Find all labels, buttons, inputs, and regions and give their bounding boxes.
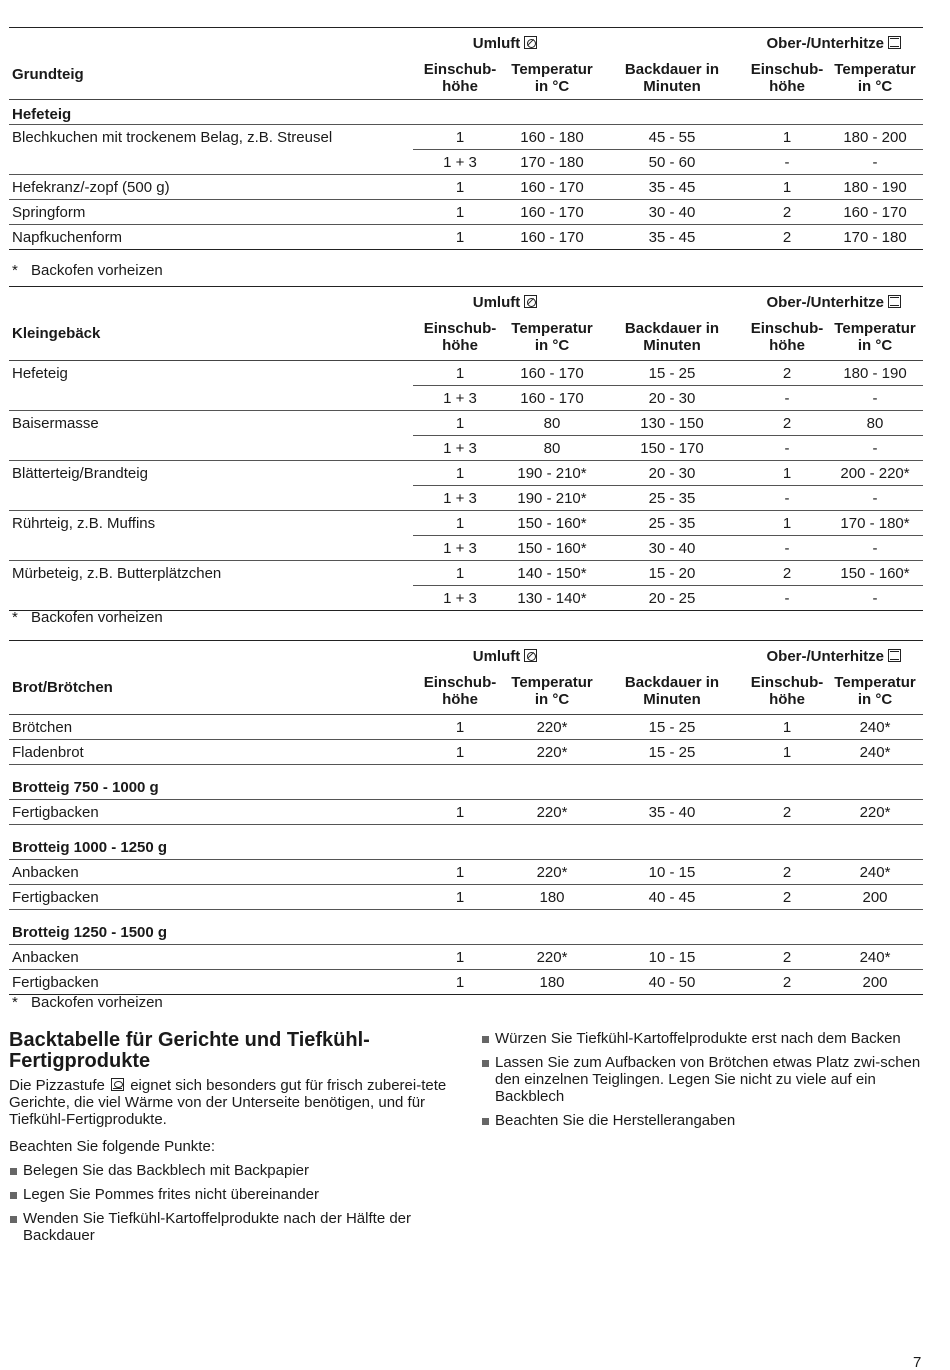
fan-icon xyxy=(524,649,537,662)
value-cell: 200 xyxy=(827,970,923,995)
value-cell: 45 - 55 xyxy=(648,128,696,146)
value-cell: 160 - 170 xyxy=(520,364,584,382)
footnote: * Backofen vorheizen xyxy=(12,994,163,1011)
column-header-temperatur: Temperatur in °C xyxy=(507,317,597,361)
value-cell: 1 xyxy=(413,411,507,436)
value-cell: 1 xyxy=(747,740,827,765)
ober-unterhitze-heading: Ober-/Unterhitze xyxy=(747,28,923,58)
value-cell: 2 xyxy=(747,800,827,825)
value-cell: 15 - 25 xyxy=(597,740,747,765)
table-row xyxy=(9,175,923,200)
value-cell: 220* xyxy=(827,800,923,825)
ober-unterhitze-heading: Ober-/Unterhitze xyxy=(747,641,923,671)
value-cell: 15 - 25 xyxy=(648,364,696,382)
value-cell: 160 - 170 xyxy=(507,175,597,200)
value-cell: 200 xyxy=(827,885,923,910)
table-row xyxy=(9,970,923,995)
list-item: Wenden Sie Tiefkühl-Kartoffelprodukte nach der Hälfte der Backdauer xyxy=(9,1210,449,1244)
value-cell: 1 + 3 xyxy=(413,586,507,611)
value-cell: 240* xyxy=(859,863,891,881)
value-cell: 80 xyxy=(827,411,923,436)
row-label: Blechkuchen mit trockenem Belag, z.B. Streusel xyxy=(12,128,333,146)
table-row xyxy=(9,800,923,825)
value-cell: 40 - 45 xyxy=(597,885,747,910)
table-row xyxy=(9,561,923,586)
list-item: Lassen Sie zum Aufbacken von Brötchen etwas Platz zwi-schen den einzelnen Teiglingen. Legen Sie nicht zu viele auf ein Backblech xyxy=(481,1054,926,1105)
value-cell: 170 - 180 xyxy=(507,150,597,175)
column-header-backdauer: Backdauer in Minuten xyxy=(597,671,747,715)
value-cell: - xyxy=(747,150,827,175)
ober-unterhitze-heading: Ober-/Unterhitze xyxy=(747,287,923,317)
row-label: Hefeteig xyxy=(12,364,68,382)
table-row xyxy=(9,461,923,486)
value-cell: 20 - 25 xyxy=(597,586,747,611)
value-cell: 1 xyxy=(455,364,465,382)
table-title: Kleingebäck xyxy=(9,317,413,361)
value-cell: 1 xyxy=(455,863,465,881)
page-number: 7 xyxy=(913,1354,922,1370)
row-label: Baisermasse xyxy=(9,411,413,436)
table-row xyxy=(9,436,923,461)
value-cell: 240* xyxy=(859,718,891,736)
footnote: * Backofen vorheizen xyxy=(12,609,163,626)
value-cell: 240* xyxy=(859,948,891,966)
value-cell: 150 - 160* xyxy=(507,511,597,536)
value-cell: 180 xyxy=(507,970,597,995)
value-cell: 140 - 150* xyxy=(507,561,597,586)
column-header-einschub: Einschub- höhe xyxy=(747,317,827,361)
row-label: Mürbeteig, z.B. Butterplätzchen xyxy=(9,561,413,586)
table-row xyxy=(9,885,923,910)
value-cell: 2 xyxy=(747,561,827,586)
value-cell: 1 + 3 xyxy=(413,486,507,511)
section-row xyxy=(9,910,923,945)
value-cell: 15 - 20 xyxy=(597,561,747,586)
baking-table-grundteig xyxy=(9,27,923,250)
top-bottom-heat-icon xyxy=(888,295,901,308)
pizza-setting-icon xyxy=(111,1078,124,1091)
value-cell: 180 - 200 xyxy=(843,128,907,146)
row-label: Anbacken xyxy=(12,863,79,881)
value-cell: 35 - 40 xyxy=(597,800,747,825)
value-cell: 170 - 180 xyxy=(827,225,923,250)
value-cell: 170 - 180* xyxy=(827,511,923,536)
value-cell: 180 - 190 xyxy=(827,175,923,200)
value-cell: 190 - 210* xyxy=(507,461,597,486)
value-cell: 220* xyxy=(536,948,568,966)
table-title: Brot/Brötchen xyxy=(9,671,413,715)
value-cell: 2 xyxy=(747,200,827,225)
value-cell: 150 - 160* xyxy=(507,536,597,561)
section-row xyxy=(9,765,923,800)
table-title: Grundteig xyxy=(9,58,413,100)
row-label xyxy=(9,150,413,175)
value-cell: 1 xyxy=(413,225,507,250)
value-cell: 50 - 60 xyxy=(597,150,747,175)
value-cell: 15 - 25 xyxy=(648,718,696,736)
value-cell: - xyxy=(827,386,923,411)
row-label: Anbacken xyxy=(12,948,79,966)
value-cell: 30 - 40 xyxy=(597,200,747,225)
value-cell: - xyxy=(747,486,827,511)
column-header-temperatur: Temperatur in °C xyxy=(827,671,923,715)
value-cell: 2 xyxy=(782,948,792,966)
value-cell: 1 xyxy=(413,561,507,586)
value-cell: 220* xyxy=(536,863,568,881)
umluft-heading: Umluft xyxy=(413,641,597,671)
intro-paragraph: Die Pizzastufe eignet sich besonders gut für frisch zuberei-tete Gerichte, die viel Wärme von der Unterseite benötigen, und für Tiefkühl-Fertigprodukte. xyxy=(9,1077,447,1128)
value-cell: 200 - 220* xyxy=(827,461,923,486)
value-cell: - xyxy=(827,536,923,561)
list-item: Beachten Sie die Herstellerangaben xyxy=(481,1112,926,1129)
baking-table-kleingebaeck xyxy=(9,286,923,611)
row-label xyxy=(9,486,413,511)
value-cell: - xyxy=(747,436,827,461)
column-header-einschub: Einschub- höhe xyxy=(413,671,507,715)
value-cell: 1 + 3 xyxy=(413,436,507,461)
table-row xyxy=(9,715,923,740)
section-row xyxy=(9,825,923,860)
section-title: Brotteig 1250 - 1500 g xyxy=(9,910,923,945)
section-row xyxy=(9,100,923,125)
value-cell: 1 + 3 xyxy=(413,386,507,411)
value-cell: 1 xyxy=(782,128,792,146)
value-cell: - xyxy=(747,386,827,411)
value-cell: 1 xyxy=(413,461,507,486)
value-cell: 1 + 3 xyxy=(413,536,507,561)
value-cell: 1 xyxy=(413,200,507,225)
value-cell: 20 - 30 xyxy=(597,461,747,486)
value-cell: 160 - 170 xyxy=(507,200,597,225)
row-label: Napfkuchenform xyxy=(9,225,413,250)
value-cell: 1 xyxy=(747,511,827,536)
section-title: Hefeteig xyxy=(9,100,923,125)
value-cell: 2 xyxy=(782,364,792,382)
value-cell: 35 - 45 xyxy=(597,225,747,250)
list-item: Würzen Sie Tiefkühl-Kartoffelprodukte erst nach dem Backen xyxy=(481,1030,926,1047)
row-label: Hefekranz/-zopf (500 g) xyxy=(9,175,413,200)
value-cell: 180 xyxy=(507,885,597,910)
umluft-heading: Umluft xyxy=(413,28,597,58)
column-header-backdauer: Backdauer in Minuten xyxy=(597,317,747,361)
value-cell: 220* xyxy=(536,718,568,736)
value-cell: 80 xyxy=(507,411,597,436)
fan-icon xyxy=(524,36,537,49)
value-cell: 35 - 45 xyxy=(597,175,747,200)
value-cell: 1 xyxy=(413,970,507,995)
value-cell: 30 - 40 xyxy=(597,536,747,561)
column-header-einschub: Einschub- höhe xyxy=(747,671,827,715)
row-label: Fladenbrot xyxy=(9,740,413,765)
value-cell: 130 - 150 xyxy=(597,411,747,436)
value-cell: 2 xyxy=(747,885,827,910)
column-header-temperatur: Temperatur in °C xyxy=(507,58,597,100)
value-cell: 1 xyxy=(413,175,507,200)
value-cell: 190 - 210* xyxy=(507,486,597,511)
section-heading: Backtabelle für Gerichte und Tiefkühl- Fertigprodukte xyxy=(9,1029,370,1072)
table-row xyxy=(9,361,923,386)
value-cell: 160 - 170 xyxy=(507,386,597,411)
points-intro: Beachten Sie folgende Punkte: xyxy=(9,1138,215,1155)
value-cell: 1 xyxy=(413,740,507,765)
value-cell: 40 - 50 xyxy=(597,970,747,995)
column-header-temperatur: Temperatur in °C xyxy=(507,671,597,715)
value-cell: 1 xyxy=(413,800,507,825)
value-cell: 2 xyxy=(747,970,827,995)
value-cell: - xyxy=(827,150,923,175)
table-row xyxy=(9,486,923,511)
column-header-einschub: Einschub- höhe xyxy=(747,58,827,100)
bullet-list-right xyxy=(481,1030,926,1136)
top-bottom-heat-icon xyxy=(888,649,901,662)
value-cell: 80 xyxy=(507,436,597,461)
column-header-temperatur: Temperatur in °C xyxy=(827,58,923,100)
value-cell: - xyxy=(827,586,923,611)
row-label: Springform xyxy=(9,200,413,225)
value-cell: - xyxy=(747,536,827,561)
section-title: Brotteig 750 - 1000 g xyxy=(9,765,923,800)
value-cell: 1 xyxy=(455,718,465,736)
table-row xyxy=(9,860,923,885)
row-label: Fertigbacken xyxy=(9,800,413,825)
value-cell: 1 xyxy=(747,461,827,486)
row-label: Rührteig, z.B. Muffins xyxy=(9,511,413,536)
column-header-backdauer: Backdauer in Minuten xyxy=(597,58,747,100)
fan-icon xyxy=(524,295,537,308)
table-row xyxy=(9,125,923,150)
row-label: Blätterteig/Brandteig xyxy=(9,461,413,486)
table-row xyxy=(9,150,923,175)
table-row xyxy=(9,586,923,611)
value-cell: 1 xyxy=(413,885,507,910)
value-cell: 20 - 30 xyxy=(597,386,747,411)
row-label xyxy=(9,536,413,561)
value-cell: 220* xyxy=(507,800,597,825)
value-cell: 1 xyxy=(413,511,507,536)
value-cell: 1 xyxy=(455,128,465,146)
row-label xyxy=(9,586,413,611)
value-cell: - xyxy=(827,436,923,461)
table-row xyxy=(9,511,923,536)
table-row xyxy=(9,740,923,765)
value-cell: 2 xyxy=(747,411,827,436)
list-item: Belegen Sie das Backblech mit Backpapier xyxy=(9,1162,449,1179)
row-label: Fertigbacken xyxy=(9,885,413,910)
value-cell: 10 - 15 xyxy=(648,948,696,966)
table-row xyxy=(9,411,923,436)
value-cell: 25 - 35 xyxy=(597,511,747,536)
value-cell: 2 xyxy=(782,863,792,881)
value-cell: 160 - 180 xyxy=(520,128,584,146)
value-cell: 1 xyxy=(782,718,792,736)
table-row xyxy=(9,200,923,225)
top-bottom-heat-icon xyxy=(888,36,901,49)
section-title: Brotteig 1000 - 1250 g xyxy=(9,825,923,860)
bullet-list-left xyxy=(9,1162,449,1251)
baking-table-brot xyxy=(9,640,923,995)
value-cell: 180 - 190 xyxy=(843,364,907,382)
value-cell: 130 - 140* xyxy=(507,586,597,611)
value-cell: 1 + 3 xyxy=(413,150,507,175)
row-label xyxy=(9,386,413,411)
column-header-temperatur: Temperatur in °C xyxy=(827,317,923,361)
table-row xyxy=(9,225,923,250)
value-cell: 220* xyxy=(507,740,597,765)
value-cell: 150 - 170 xyxy=(597,436,747,461)
value-cell: 160 - 170 xyxy=(507,225,597,250)
row-label xyxy=(9,436,413,461)
value-cell: - xyxy=(827,486,923,511)
list-item: Legen Sie Pommes frites nicht übereinander xyxy=(9,1186,449,1203)
value-cell: 25 - 35 xyxy=(597,486,747,511)
table-row xyxy=(9,945,923,970)
value-cell: 150 - 160* xyxy=(827,561,923,586)
table-row xyxy=(9,386,923,411)
row-label: Brötchen xyxy=(12,718,73,736)
column-header-einschub: Einschub- höhe xyxy=(413,317,507,361)
value-cell: 240* xyxy=(827,740,923,765)
value-cell: 1 xyxy=(747,175,827,200)
value-cell: 2 xyxy=(747,225,827,250)
row-label: Fertigbacken xyxy=(9,970,413,995)
umluft-heading: Umluft xyxy=(413,287,597,317)
value-cell: - xyxy=(747,586,827,611)
value-cell: 1 xyxy=(455,948,465,966)
column-header-einschub: Einschub- höhe xyxy=(413,58,507,100)
footnote: * Backofen vorheizen xyxy=(12,262,163,279)
value-cell: 160 - 170 xyxy=(827,200,923,225)
value-cell: 10 - 15 xyxy=(648,863,696,881)
table-row xyxy=(9,536,923,561)
